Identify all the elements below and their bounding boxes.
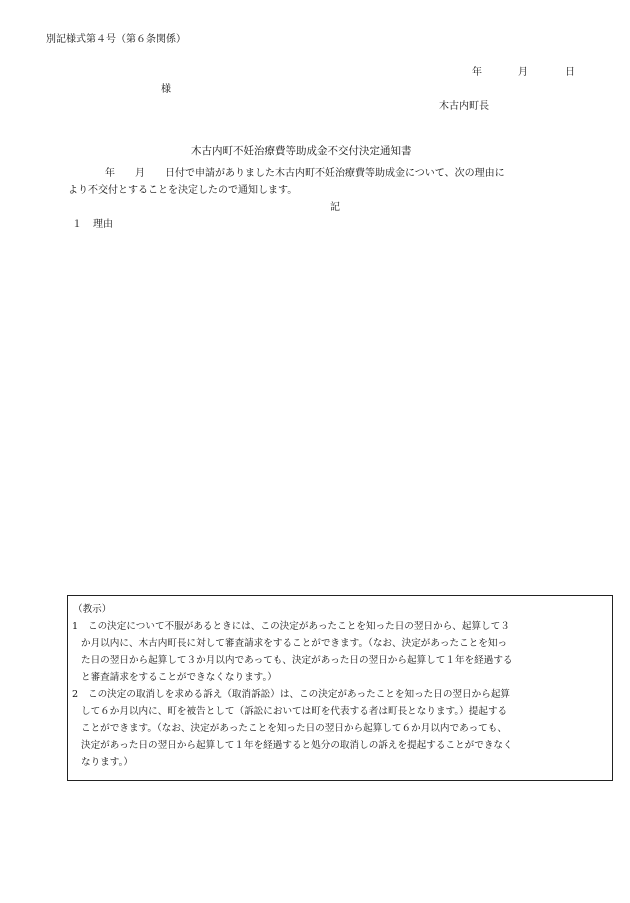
notice-item-1-number: 1	[72, 621, 79, 632]
reason-label: 理由	[93, 219, 113, 230]
body-text-line-1: 年 月 日付で申請がありました木古内町不妊治療費等助成金について、次の理由に	[105, 168, 505, 179]
appeal-notice-box	[67, 595, 613, 781]
notice-item-1-line: この決定について不服があるときには、この決定があったことを知った日の翌日から、起算して３	[88, 621, 510, 632]
notice-item-2-number: 2	[72, 689, 79, 700]
notice-item-2-line: 決定があった日の翌日から起算して１年を経過すると処分の取消しの訴えを提起することができなく	[81, 740, 513, 751]
document-title: 木古内町不妊治療費等助成金不交付決定通知書	[191, 145, 412, 157]
notice-item-2-line: この決定の取消しを求める訴え（取消訴訟）は、この決定があったことを知った日の翌日から起算	[88, 689, 511, 700]
date-day-label: 日	[565, 67, 575, 78]
notice-item-2-line: ことができます。（なお、決定があったことを知った日の翌日から起算して６か月以内であっても、	[81, 723, 507, 734]
notice-heading: （教示）	[73, 604, 112, 615]
date-month-label: 月	[518, 67, 528, 78]
ki-mark: 記	[330, 202, 340, 213]
form-number: 別記様式第４号（第６条関係）	[46, 34, 186, 45]
issuer-name: 木古内町長	[439, 101, 489, 112]
notice-item-1-line: た日の翌日から起算して３か月以内であっても、決定があった日の翌日から起算して１年を経過する	[81, 655, 513, 666]
recipient-honorific: 様	[161, 84, 171, 95]
reason-number: １	[72, 219, 82, 230]
body-text-line-2: より不交付とすることを決定したので通知します。	[68, 185, 298, 196]
notice-item-2-line: なります。）	[81, 757, 133, 768]
date-year-label: 年	[472, 67, 482, 78]
notice-item-1-line: と審査請求をすることができなくなります。）	[81, 672, 277, 683]
notice-item-2-line: して６か月以内に、町を被告として（訴訟においては町を代表する者は町長となります。）提起する	[81, 706, 508, 717]
notice-item-1-line: か月以内に、木古内町長に対して審査請求をすることができます。（なお、決定があったことを知っ	[81, 638, 508, 649]
